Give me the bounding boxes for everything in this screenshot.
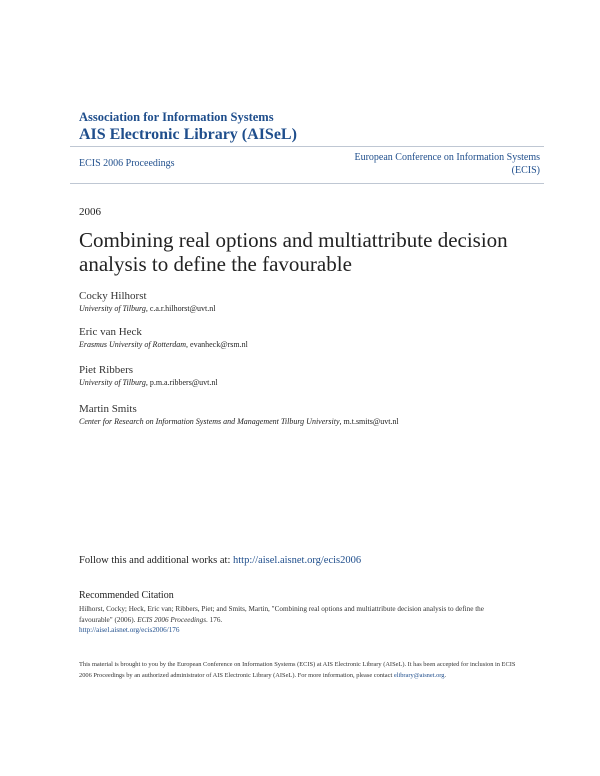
paper-title: Combining real options and multiattribute decision analysis to define the favourable	[79, 228, 508, 276]
author-block	[79, 364, 218, 388]
author-email: , c.a.r.hilhorst@uvt.nl	[145, 304, 216, 313]
footer-end: .	[444, 671, 447, 679]
author-email: , p.m.a.ribbers@uvt.nl	[145, 378, 218, 387]
author-institution: University of Tilburg	[79, 378, 146, 387]
author-affiliation	[79, 416, 399, 427]
author-block	[79, 403, 399, 427]
author-email: , m.t.smits@uvt.nl	[339, 417, 399, 426]
author-block	[79, 290, 215, 314]
publication-year: 2006	[79, 206, 101, 218]
conference-name-line2: (ECIS)	[511, 165, 540, 176]
conference-link[interactable]	[354, 151, 540, 177]
follow-link[interactable]: http://aisel.aisnet.org/ecis2006	[233, 555, 362, 566]
recommended-citation-heading: Recommended Citation	[79, 590, 174, 601]
author-name: Piet Ribbers	[79, 364, 134, 376]
citation-text	[79, 604, 519, 636]
author-affiliation	[79, 377, 218, 388]
recommended-citation	[79, 590, 519, 636]
citation-main: Hilhorst, Cocky; Heck, Eric van; Ribbers, Piet; and Smits, Martin, "Combining real options and multiattribute decision analysis to define the favourable" (2006).	[79, 605, 484, 624]
author-name: Cocky Hilhorst	[79, 290, 147, 302]
follow-text: Follow this and additional works at:	[79, 555, 233, 566]
author-institution: University of Tilburg	[79, 304, 146, 313]
contact-email-link[interactable]: elibrary@aisnet.org	[393, 671, 445, 679]
author-affiliation	[79, 303, 215, 314]
proceedings-link[interactable]: ECIS 2006 Proceedings	[79, 158, 175, 169]
citation-end: . 176.	[206, 615, 223, 624]
citation-link[interactable]: http://aisel.aisnet.org/ecis2006/176	[79, 626, 180, 634]
association-name[interactable]: Association for Information Systems	[79, 110, 274, 124]
author-affiliation	[79, 339, 248, 350]
author-name: Martin Smits	[79, 403, 137, 415]
footer-text: This material is brought to you by the European Conference on Information Systems (ECIS) at AIS Electronic Library (AISeL). It has been accepted for inclusion in ECIS 2006 Proceedings by an authorized administrator of AIS Electronic Library (AISeL). For more information, please contact	[79, 661, 516, 679]
footer-notice	[79, 660, 523, 681]
author-institution: Center for Research on Information Systems and Management Tilburg University	[79, 417, 340, 426]
author-email: , evanheck@rsm.nl	[186, 340, 248, 349]
follow-line	[79, 555, 361, 566]
author-name: Eric van Heck	[79, 326, 142, 338]
citation-journal: ECIS 2006 Proceedings	[137, 615, 207, 624]
author-institution: Erasmus University of Rotterdam	[79, 340, 187, 349]
library-name[interactable]: AIS Electronic Library (AISeL)	[79, 126, 297, 143]
proceedings-bar	[70, 146, 544, 184]
conference-name-line1: European Conference on Information Systems	[354, 152, 540, 163]
author-block	[79, 326, 248, 350]
org-header	[79, 110, 297, 144]
